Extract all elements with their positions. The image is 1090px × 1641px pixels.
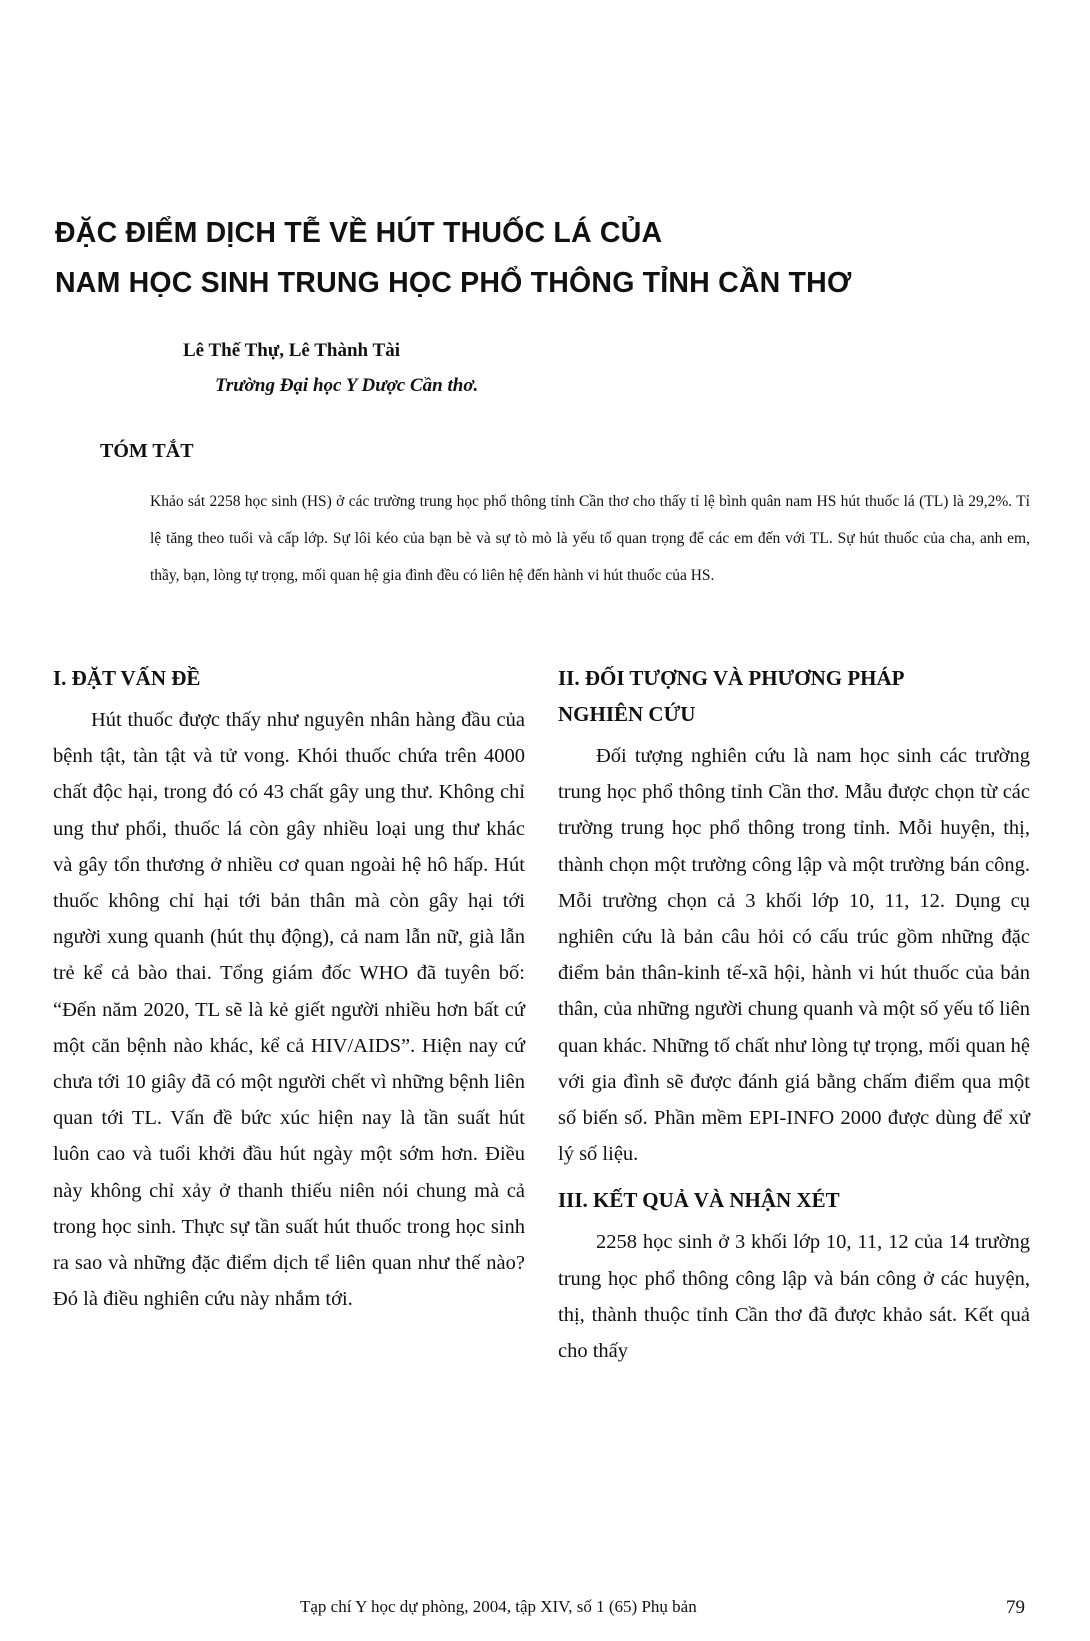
section-1-heading: I. ĐẶT VẤN ĐỀ [53, 666, 201, 690]
title-line-1: ĐẶC ĐIỂM DỊCH TỄ VỀ HÚT THUỐC LÁ CỦA [55, 217, 663, 249]
section-2-heading [558, 660, 1030, 732]
authors: Lê Thế Thự, Lê Thành Tài [183, 340, 400, 361]
section-3-heading: III. KẾT QUẢ VÀ NHẬN XÉT [558, 1188, 840, 1213]
section-2-heading-line-1: II. ĐỐI TƯỢNG VÀ PHƯƠNG PHÁP [558, 666, 905, 690]
section-1-text: Hút thuốc được thấy như nguyên nhân hàng đầu của bệnh tật, tàn tật và tử vong. Khói thuốc chứa trên 4000 chất độc hại, trong đó có 43 chất gây ung thư. Không chỉ ung thư phổi, thuốc lá còn gây nhiều loại ung thư khác và gây tổn thương ở nhiều cơ quan ngoài hệ hô hấp. Hút thuốc không chỉ hại tới bản thân mà còn gây hại tới người xung quanh (hút thụ động), cả nam lẫn nữ, già lẫn trẻ kể cả bào thai. Tổng giám đốc WHO đã tuyên bố: “Đến năm 2020, TL sẽ là kẻ giết người nhiều hơn bất cứ một căn bệnh nào khác, kể cả HIV/AIDS”. Hiện nay cứ chưa tới 10 giây đã có một người chết vì những bệnh liên quan tới TL. Vấn đề bức xúc hiện nay là tần suất hút luôn cao và tuổi khởi đầu hút ngày một sớm hơn. Điều này không chỉ xảy ở thanh thiếu niên nói chung mà cả trong học sinh. Thực sự tần suất hút thuốc trong học sinh ra sao và những đặc điểm dịch tể liên quan như thế nào? Đó là điều nghiên cứu này nhắm tới. [53, 709, 525, 1311]
title-line-2: NAM HỌC SINH TRUNG HỌC PHỔ THÔNG TỈNH CẦN THƠ [55, 267, 852, 299]
journal-citation: Tạp chí Y học dự phòng, 2004, tập XIV, số 1 (65) Phụ bản [300, 1597, 697, 1616]
section-2-heading-line-2: NGHIÊN CỨU [558, 702, 696, 726]
section-3-text: 2258 học sinh ở 3 khối lớp 10, 11, 12 của 14 trường trung học phổ thông công lập và bán công ở các huyện, thị, thành thuộc tỉnh Cần thơ đã được khảo sát. Kết quả cho thấy [558, 1231, 1030, 1363]
abstract-heading: TÓM TẮT [100, 440, 194, 462]
article-title [55, 208, 1055, 308]
abstract-text: Khảo sát 2258 học sinh (HS) ở các trường trung học phổ thông tỉnh Cần thơ cho thấy tỉ lệ bình quân nam HS hút thuốc lá (TL) là 29,2%. Tỉ lệ tăng theo tuổi và cấp lớp. Sự lôi kéo của bạn bè và sự tò mò là yếu tố quan trọng để các em đến với TL. Sự hút thuốc của cha, anh em, thầy, bạn, lòng tự trọng, mối quan hệ gia đình đều có liên hệ đến hành vi hút thuốc của HS. [150, 493, 1030, 584]
left-column [53, 660, 525, 1317]
right-column [558, 660, 1030, 1369]
affiliation: Trường Đại học Y Dược Cần thơ. [215, 375, 479, 396]
section-2-text: Đối tượng nghiên cứu là nam học sinh các trường trung học phổ thông tỉnh Cần thơ. Mẫu được chọn từ các trường trung học phổ thông trong tỉnh. Mỗi huyện, thị, thành chọn một trường công lập và một trường bán công. Mỗi trường chọn cả 3 khối lớp 10, 11, 12. Dụng cụ nghiên cứu là bản câu hỏi có cấu trúc gồm những đặc điểm bản thân-kinh tế-xã hội, hành vi hút thuốc của bản thân, của những người chung quanh và một số yếu tố liên quan khác. Những tố chất như lòng tự trọng, mối quan hệ với gia đình sẽ được đánh giá bằng chấm điểm qua một số biến số. Phần mềm EPI-INFO 2000 được dùng để xử lý số liệu. [558, 745, 1030, 1166]
page-number: 79 [1006, 1597, 1025, 1618]
